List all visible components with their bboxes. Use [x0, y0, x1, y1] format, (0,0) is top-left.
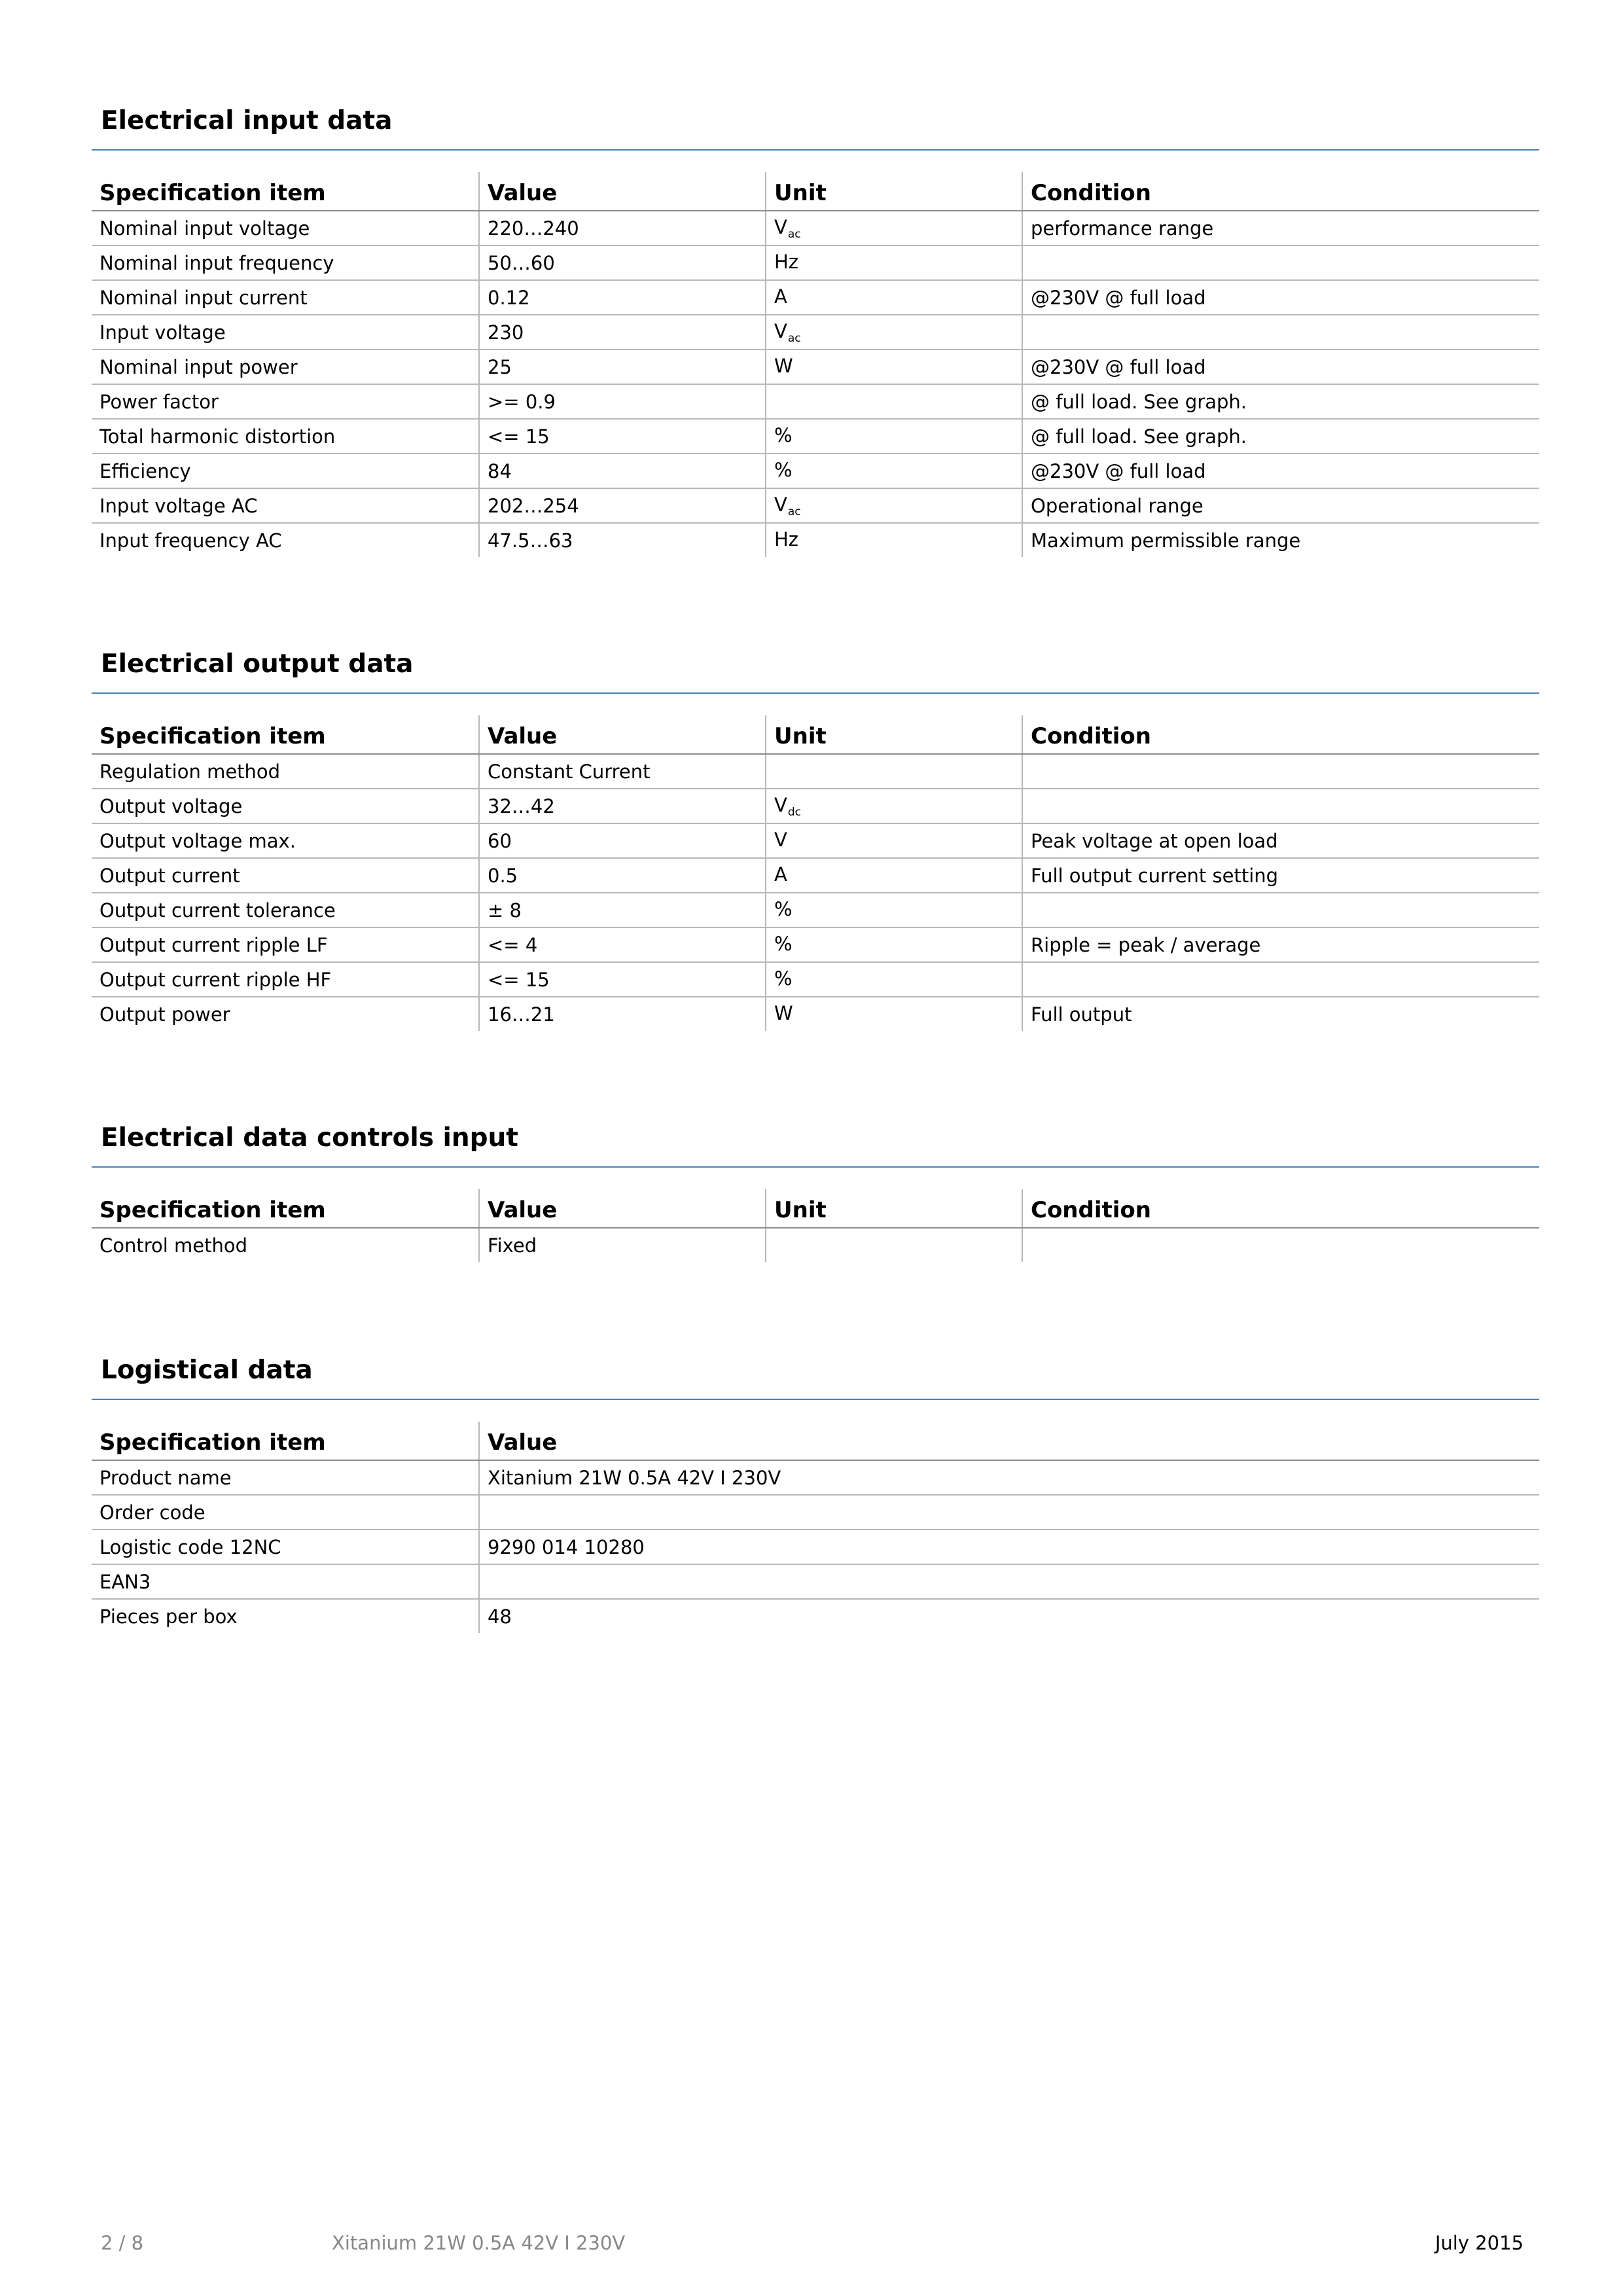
header-condition: Condition	[1022, 715, 1539, 754]
table-header-row	[92, 1189, 1539, 1228]
cell-condition: performance range	[1022, 211, 1539, 245]
cell-unit	[766, 315, 1022, 350]
header-value: Value	[479, 172, 766, 211]
cell-unit	[766, 754, 1022, 789]
table-row	[92, 858, 1539, 893]
table-row	[92, 823, 1539, 858]
cell-item: Nominal input voltage	[92, 211, 479, 245]
cell-value: ± 8	[479, 893, 766, 927]
section-divider	[92, 1399, 1539, 1400]
unit-symbol: %	[774, 897, 793, 920]
table-header-row	[92, 1422, 1539, 1460]
spec-table	[92, 1189, 1539, 1262]
table-row	[92, 211, 1539, 245]
cell-value: 230	[479, 315, 766, 350]
table-row	[92, 997, 1539, 1031]
cell-item: Nominal input current	[92, 280, 479, 315]
cell-item: Output current ripple LF	[92, 927, 479, 962]
table-row	[92, 384, 1539, 419]
header-unit: Unit	[766, 172, 1022, 211]
cell-unit	[766, 384, 1022, 419]
cell-condition	[1022, 245, 1539, 280]
cell-condition	[1022, 962, 1539, 997]
cell-condition: @ full load. See graph.	[1022, 384, 1539, 419]
header-specification-item: Specification item	[92, 1422, 479, 1460]
table-row	[92, 1495, 1539, 1530]
header-specification-item: Specification item	[92, 1189, 479, 1228]
table-row	[92, 280, 1539, 315]
table-row	[92, 1599, 1539, 1633]
cell-unit	[766, 211, 1022, 245]
cell-value: 50…60	[479, 245, 766, 280]
unit-symbol: W	[774, 1001, 793, 1024]
cell-condition: Peak voltage at open load	[1022, 823, 1539, 858]
unit-subscript: ac	[787, 331, 801, 345]
cell-value: 220…240	[479, 211, 766, 245]
cell-unit	[766, 1228, 1022, 1262]
cell-unit	[766, 350, 1022, 384]
cell-item: Regulation method	[92, 754, 479, 789]
cell-condition: Maximum permissible range	[1022, 523, 1539, 557]
cell-condition	[1022, 893, 1539, 927]
cell-item: Output current ripple HF	[92, 962, 479, 997]
header-value: Value	[479, 1189, 766, 1228]
cell-value: Constant Current	[479, 754, 766, 789]
section-divider	[92, 1166, 1539, 1168]
unit-symbol: A	[774, 863, 787, 886]
table-row	[92, 245, 1539, 280]
cell-condition	[1022, 1228, 1539, 1262]
cell-item: Power factor	[92, 384, 479, 419]
table-row	[92, 523, 1539, 557]
footer-date: July 2015	[1435, 2232, 1524, 2254]
cell-value: 202…254	[479, 488, 766, 523]
cell-unit	[766, 789, 1022, 823]
table-row	[92, 454, 1539, 488]
table-row	[92, 1460, 1539, 1495]
table-row	[92, 350, 1539, 384]
footer-page-number: 2 / 8	[101, 2232, 144, 2254]
cell-unit	[766, 997, 1022, 1031]
cell-value: 60	[479, 823, 766, 858]
cell-unit	[766, 488, 1022, 523]
section-title: Electrical output data	[101, 649, 414, 679]
unit-symbol: Hz	[774, 250, 799, 273]
cell-condition: @230V @ full load	[1022, 280, 1539, 315]
cell-condition	[1022, 789, 1539, 823]
table-row	[92, 893, 1539, 927]
cell-condition: @230V @ full load	[1022, 350, 1539, 384]
cell-value: 0.5	[479, 858, 766, 893]
cell-value	[479, 1495, 1539, 1530]
cell-item: Output current tolerance	[92, 893, 479, 927]
cell-item: Efficiency	[92, 454, 479, 488]
cell-item: Logistic code 12NC	[92, 1530, 479, 1564]
unit-subscript: dc	[787, 805, 801, 819]
section-divider	[92, 149, 1539, 151]
cell-value: 0.12	[479, 280, 766, 315]
table-row	[92, 488, 1539, 523]
cell-item: EAN3	[92, 1564, 479, 1599]
unit-symbol: A	[774, 285, 787, 308]
cell-value: <= 15	[479, 962, 766, 997]
cell-value: 48	[479, 1599, 1539, 1633]
cell-condition	[1022, 754, 1539, 789]
header-unit: Unit	[766, 1189, 1022, 1228]
cell-item: Pieces per box	[99, 1605, 238, 1628]
cell-item: Input voltage	[92, 315, 479, 350]
table-row	[92, 927, 1539, 962]
header-condition: Condition	[1022, 1189, 1539, 1228]
header-value: Value	[479, 715, 766, 754]
cell-condition: @230V @ full load	[1022, 454, 1539, 488]
unit-symbol: %	[774, 423, 793, 446]
spec-table	[92, 715, 1539, 1031]
unit-symbol: V	[774, 493, 787, 516]
cell-condition: Operational range	[1022, 488, 1539, 523]
unit-subscript: ac	[787, 505, 801, 518]
cell-item: Nominal input frequency	[92, 245, 479, 280]
section-title: Logistical data	[101, 1355, 313, 1385]
cell-item: Nominal input power	[92, 350, 479, 384]
header-unit: Unit	[766, 715, 1022, 754]
unit-symbol: V	[774, 793, 787, 816]
cell-value: 16…21	[479, 997, 766, 1031]
cell-unit	[766, 823, 1022, 858]
unit-symbol: W	[774, 354, 793, 377]
table-row	[92, 1228, 1539, 1262]
header-specification-item: Specification item	[92, 715, 479, 754]
unit-symbol: V	[774, 828, 787, 851]
table-header-row	[92, 172, 1539, 211]
cell-unit	[766, 962, 1022, 997]
unit-subscript: ac	[787, 227, 801, 241]
table-row	[92, 1564, 1539, 1599]
footer-product-name: Xitanium 21W 0.5A 42V I 230V	[332, 2232, 626, 2254]
cell-item: Output voltage max.	[92, 823, 479, 858]
unit-symbol: V	[774, 215, 787, 238]
cell-item: Output voltage	[92, 789, 479, 823]
cell-value: 47.5…63	[479, 523, 766, 557]
cell-item: Input voltage AC	[92, 488, 479, 523]
section-title: Electrical input data	[101, 106, 393, 135]
cell-unit	[766, 280, 1022, 315]
spec-table	[92, 172, 1539, 557]
cell-item: Input frequency AC	[99, 529, 282, 552]
unit-symbol: %	[774, 967, 793, 990]
cell-condition: Full output current setting	[1022, 858, 1539, 893]
cell-condition	[1022, 315, 1539, 350]
unit-symbol: Hz	[774, 528, 799, 550]
cell-value: Xitanium 21W 0.5A 42V I 230V	[479, 1460, 1539, 1495]
cell-value: <= 15	[479, 419, 766, 454]
cell-value: 32…42	[479, 789, 766, 823]
cell-value: 9290 014 10280	[479, 1530, 1539, 1564]
cell-unit	[766, 927, 1022, 962]
section-divider	[92, 692, 1539, 694]
unit-symbol: %	[774, 932, 793, 955]
cell-unit	[766, 893, 1022, 927]
cell-item: Product name	[92, 1460, 479, 1495]
cell-unit	[766, 245, 1022, 280]
cell-condition: @ full load. See graph.	[1022, 419, 1539, 454]
cell-item: Total harmonic distortion	[92, 419, 479, 454]
cell-condition: Full output	[1022, 997, 1539, 1031]
cell-value: 84	[479, 454, 766, 488]
header-condition: Condition	[1022, 172, 1539, 211]
cell-unit	[766, 419, 1022, 454]
cell-item: Control method	[99, 1234, 248, 1257]
header-specification-item: Specification item	[92, 172, 479, 211]
cell-item: Output current	[92, 858, 479, 893]
cell-item: Order code	[92, 1495, 479, 1530]
cell-unit	[766, 454, 1022, 488]
table-row	[92, 419, 1539, 454]
cell-value	[479, 1564, 1539, 1599]
table-header-row	[92, 715, 1539, 754]
cell-item: Output power	[99, 1003, 230, 1026]
table-row	[92, 962, 1539, 997]
cell-unit	[766, 523, 1022, 557]
cell-condition: Ripple = peak / average	[1022, 927, 1539, 962]
table-row	[92, 315, 1539, 350]
table-row	[92, 754, 1539, 789]
cell-value: Fixed	[479, 1228, 766, 1262]
header-value: Value	[479, 1422, 1539, 1460]
spec-table	[92, 1422, 1539, 1633]
cell-unit	[766, 858, 1022, 893]
cell-value: >= 0.9	[479, 384, 766, 419]
table-row	[92, 789, 1539, 823]
section-title: Electrical data controls input	[101, 1123, 518, 1153]
cell-value: <= 4	[479, 927, 766, 962]
cell-value: 25	[479, 350, 766, 384]
unit-symbol: %	[774, 458, 793, 481]
unit-symbol: V	[774, 319, 787, 342]
table-row	[92, 1530, 1539, 1564]
